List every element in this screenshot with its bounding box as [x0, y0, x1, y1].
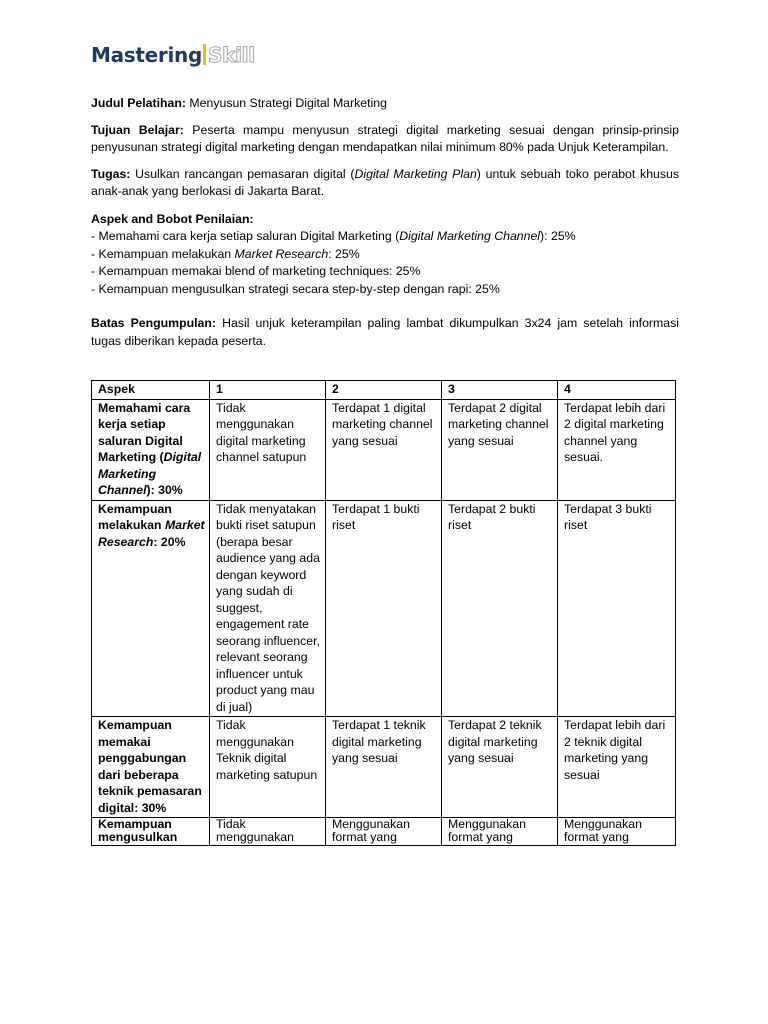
tujuan-paragraph: [91, 122, 679, 157]
header-score-2: 2: [326, 381, 442, 400]
row2-score-2: Terdapat 1 bukti riset: [326, 500, 442, 717]
tujuan-value: Peserta mampu menyusun strategi digital marketing sesuai dengan prinsip-prinsip penyusunan strategi digital marketing dengan mendapatkan nilai minimum 80% pada Unjuk Keterampilan.: [91, 122, 679, 154]
brand-name-part1: Mastering: [91, 43, 203, 67]
row1-score-2: Terdapat 1 digital marketing channel yang sesuai: [326, 399, 442, 500]
rubric-table: [91, 380, 676, 846]
batas-value: Hasil unjuk keterampilan paling lambat dikumpulkan 3x24 jam setelah informasi tugas diberikan kepada peserta.: [91, 316, 679, 348]
row3-score-1: Tidak menggunakan Teknik digital marketing satupun: [210, 717, 326, 818]
judul-paragraph: [91, 95, 679, 113]
table-row: [92, 399, 676, 500]
row2-score-1: Tidak menyatakan bukti riset satupun (berapa besar audience yang ada dengan keyword yang sudah di suggest, engagement rate seorang influencer, relevant seorang influencer untuk product yang mau di jual): [210, 500, 326, 717]
table-row: [92, 500, 676, 717]
judul-label: Judul Pelatihan:: [91, 96, 186, 110]
brand-name-part2: Skill: [208, 43, 255, 67]
tujuan-label: Tujuan Belajar:: [91, 122, 184, 137]
row1-score-1: Tidak menggunakan digital marketing channel satupun: [210, 399, 326, 500]
tugas-italic: Digital Marketing Plan: [354, 166, 477, 181]
row2-score-3: Terdapat 2 bukti riset: [442, 500, 558, 717]
row4-aspek: Kemampuan mengusulkan: [92, 818, 210, 846]
tugas-before: Usulkan rancangan pemasaran digital (: [135, 166, 355, 181]
batas-label: Batas Pengumpulan:: [91, 316, 216, 330]
row2-score-4: Terdapat 3 bukti riset: [558, 500, 676, 717]
row4-score-3: Menggunakan format yang: [442, 818, 558, 846]
brand-divider: [203, 44, 206, 65]
judul-value: Menyusun Strategi Digital Marketing: [189, 96, 387, 110]
row4-score-4: Menggunakan format yang: [558, 818, 676, 846]
row3-score-4: Terdapat lebih dari 2 teknik digital marketing yang sesuai: [558, 717, 676, 818]
aspek-item-3: - Kemampuan memakai blend of marketing techniques: 25%: [91, 264, 421, 278]
table-row: [92, 818, 676, 846]
tugas-label: Tugas:: [91, 166, 131, 181]
header-aspek: Aspek: [92, 381, 210, 400]
table-row: [92, 717, 676, 818]
row1-score-4: Terdapat lebih dari 2 digital marketing channel yang sesuai.: [558, 399, 676, 500]
document-body: [91, 95, 679, 359]
row3-aspek: Kemampuan memakai penggabungan dari beberapa teknik pemasaran digital: 30%: [92, 717, 210, 818]
row3-score-2: Terdapat 1 teknik digital marketing yang sesuai: [326, 717, 442, 818]
header-score-3: 3: [442, 381, 558, 400]
batas-paragraph: [91, 315, 679, 350]
aspek-label: Aspek and Bobot Penilaian:: [91, 211, 254, 226]
aspek-paragraph: [91, 211, 679, 299]
aspek-item-2: - Kemampuan melakukan Market Research: 25%: [91, 246, 360, 261]
aspek-item-4: - Kemampuan mengusulkan strategi secara step-by-step dengan rapi: 25%: [91, 281, 500, 296]
row3-score-3: Terdapat 2 teknik digital marketing yang sesuai: [442, 717, 558, 818]
row1-score-3: Terdapat 2 digital marketing channel yang sesuai: [442, 399, 558, 500]
row4-score-2: Menggunakan format yang: [326, 818, 442, 846]
row2-aspek: Kemampuan melakukan Market Research: 20%: [92, 500, 210, 717]
header-score-4: 4: [558, 381, 676, 400]
header-score-1: 1: [210, 381, 326, 400]
tugas-paragraph: [91, 166, 679, 201]
row1-aspek: Memahami cara kerja setiap saluran Digital Marketing (Digital Marketing Channel): 30%: [92, 399, 210, 500]
aspek-item-1: - Memahami cara kerja setiap saluran Digital Marketing (Digital Marketing Channel): 25%: [91, 229, 576, 243]
table-header-row: [92, 381, 676, 400]
tugas-after: ) untuk sebuah toko perabot khusus anak-anak yang berlokasi di Jakarta Barat.: [91, 166, 680, 198]
row4-score-1: Tidak menggunakan: [210, 818, 326, 846]
brand-logo: [91, 43, 255, 67]
